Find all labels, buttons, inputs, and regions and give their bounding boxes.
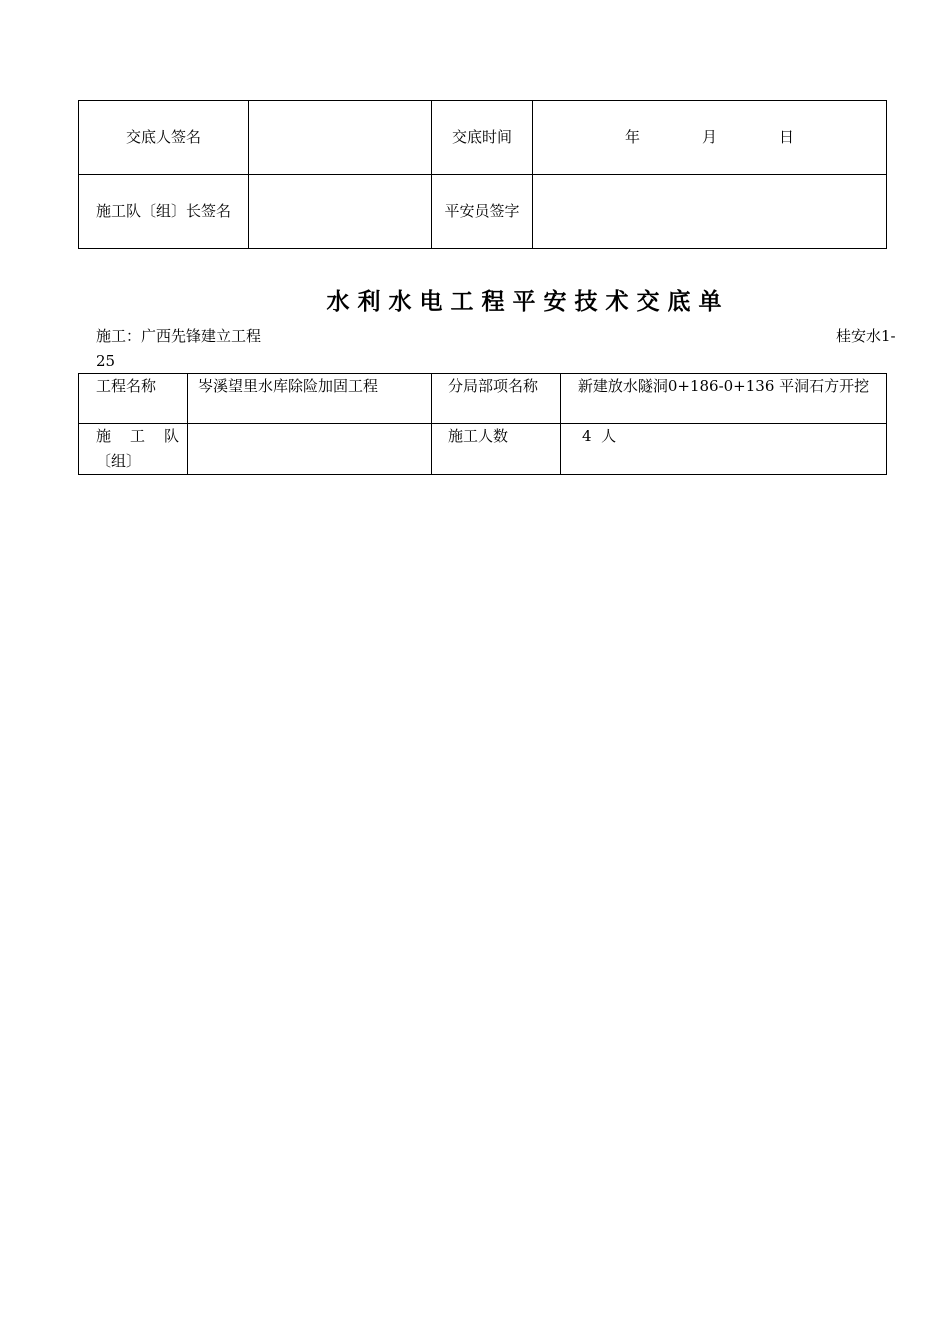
contractor-line: 施工：广西先锋建立工程 (96, 327, 262, 345)
form-code: 桂安水1- (836, 327, 896, 345)
signature-row-1 (79, 101, 887, 175)
team-label-char-1: 施 (96, 427, 112, 445)
signature-table (78, 100, 887, 249)
worker-count-value: 4 人 (561, 424, 887, 475)
date-day: 日 (779, 128, 795, 146)
project-name-value: 岑溪望里水库除险加固工程 (188, 374, 432, 424)
worker-count-label: 施工人数 (432, 424, 561, 475)
handover-signer-label: 交底人签名 (79, 101, 249, 175)
project-name-label: 工程名称 (79, 374, 188, 424)
safety-officer-label: 平安员签字 (432, 175, 533, 249)
sub-item-label: 分局部项名称 (432, 374, 561, 424)
date-year: 年 (624, 128, 640, 146)
team-label-char-3: 队 (163, 427, 179, 445)
team-label-char-2: 工 (129, 427, 145, 445)
team-label (79, 424, 188, 475)
team-label-line-2: 〔组〕 (96, 452, 142, 470)
project-info-row-2 (79, 424, 887, 475)
project-info-table (78, 373, 887, 475)
sub-item-value: 新建放水隧洞0+186-0+136 平洞石方开挖 (561, 374, 887, 424)
project-info-row-1 (79, 374, 887, 424)
team-value-field[interactable] (188, 424, 432, 475)
handover-time-label: 交底时间 (432, 101, 533, 175)
signature-row-2 (79, 175, 887, 249)
safety-officer-signature-field[interactable] (533, 175, 887, 249)
document-title: 水利水电工程平安技术交底单 (326, 289, 730, 315)
team-leader-label: 施工队〔组〕长签名 (79, 175, 249, 249)
team-leader-signature-field[interactable] (249, 175, 432, 249)
date-month: 月 (701, 128, 717, 146)
form-code-continued: 25 (96, 352, 116, 370)
handover-signer-field[interactable] (249, 101, 432, 175)
handover-date-field[interactable] (533, 101, 887, 175)
